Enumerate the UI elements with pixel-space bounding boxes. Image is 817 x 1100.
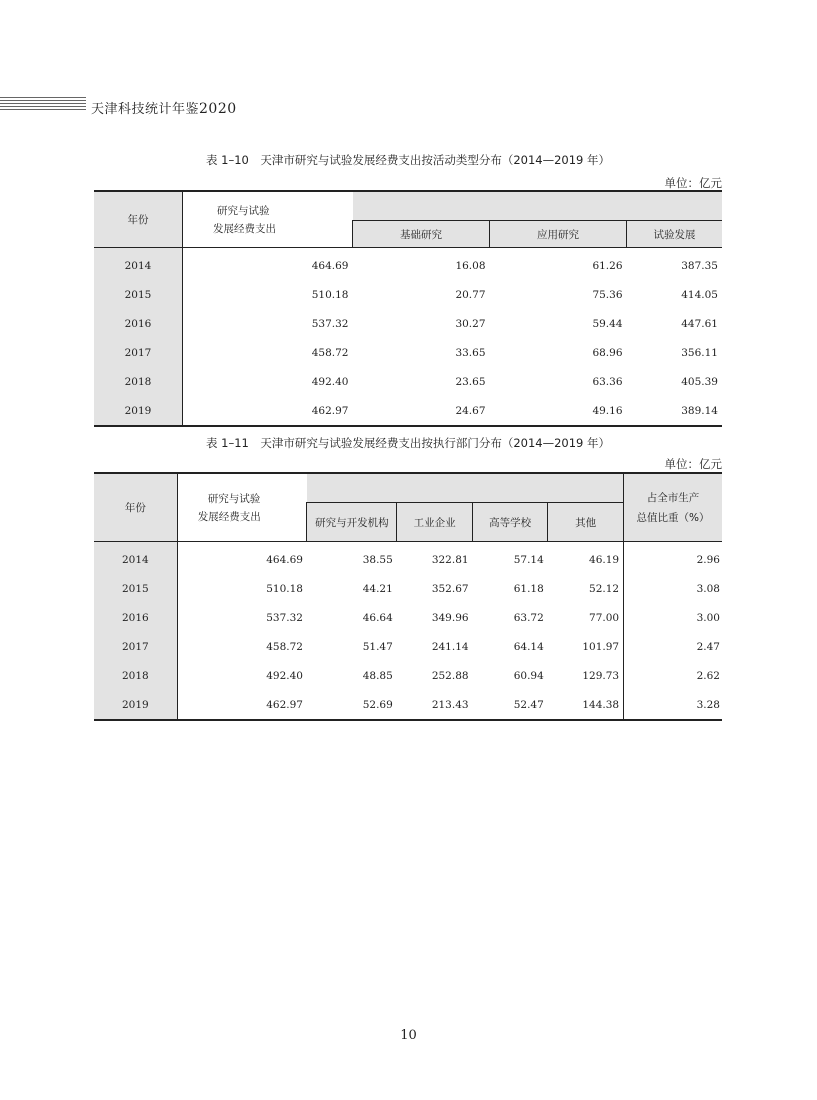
table1: [94, 190, 722, 427]
industry-cell: 322.81: [431, 553, 469, 566]
experimental-cell: 447.61: [681, 317, 718, 330]
research-inst-cell: 52.69: [362, 698, 393, 711]
table-row: [94, 632, 722, 661]
year-cell: 2014: [94, 248, 183, 281]
total-cell: 462.97: [311, 404, 349, 417]
year-cell: 2016: [94, 603, 177, 632]
table2-total-header-line1: 研究与试验: [207, 492, 261, 505]
table1-header-spacer: [353, 191, 723, 221]
industry-cell: 252.88: [431, 669, 469, 682]
book-title: 天津科技统计年鉴: [91, 102, 200, 117]
industry-cell: 349.96: [431, 611, 469, 624]
page-number: 10: [400, 1028, 417, 1043]
table1-unit: 单位：亿元: [664, 176, 722, 190]
year-cell: 2014: [94, 542, 177, 575]
universities-cell: 61.18: [513, 582, 544, 595]
total-cell: 510.18: [311, 288, 349, 301]
universities-cell: 63.72: [513, 611, 544, 624]
experimental-cell: 356.11: [681, 346, 718, 359]
table1-total-header-line2: 发展经费支出: [213, 222, 276, 235]
share-cell: 2.47: [624, 632, 722, 661]
table1-applied-header: 应用研究: [490, 221, 627, 248]
experimental-cell: 387.35: [681, 259, 718, 272]
table-row: [94, 396, 722, 426]
applied-cell: 61.26: [592, 259, 623, 272]
total-cell: 492.40: [311, 375, 349, 388]
table-row: [94, 338, 722, 367]
basic-cell: 20.77: [455, 288, 486, 301]
year-cell: 2019: [94, 690, 177, 720]
other-cell: 52.12: [589, 582, 620, 595]
experimental-cell: 405.39: [681, 375, 718, 388]
total-cell: 458.72: [266, 640, 303, 653]
basic-cell: 30.27: [455, 317, 486, 330]
table1-basic-header: 基础研究: [353, 221, 490, 248]
share-cell: 2.96: [624, 542, 722, 575]
research-inst-cell: 48.85: [362, 669, 393, 682]
table1-total-header: [183, 191, 353, 248]
table-row: [94, 367, 722, 396]
year-cell: 2016: [94, 309, 183, 338]
total-cell: 537.32: [311, 317, 349, 330]
total-cell: 464.69: [266, 553, 303, 566]
table2-share-header-line1: 占全市生产: [646, 491, 700, 504]
table-row: [94, 280, 722, 309]
research-inst-cell: 51.47: [362, 640, 393, 653]
other-cell: 101.97: [582, 640, 620, 653]
applied-cell: 49.16: [592, 404, 623, 417]
basic-cell: 16.08: [455, 259, 486, 272]
table-row: [94, 248, 722, 281]
applied-cell: 59.44: [592, 317, 623, 330]
year-cell: 2015: [94, 280, 183, 309]
other-cell: 77.00: [589, 611, 620, 624]
table-row: [94, 309, 722, 338]
total-cell: 510.18: [266, 582, 303, 595]
table2-industry-header: 工业企业: [397, 503, 473, 542]
table2-other-header: 其他: [548, 503, 624, 542]
year-cell: 2018: [94, 367, 183, 396]
table2-universities-header: 高等学校: [473, 503, 548, 542]
table1-experimental-header: 试验发展: [627, 221, 723, 248]
basic-cell: 33.65: [455, 346, 486, 359]
table-row: [94, 542, 722, 575]
table2: [94, 472, 722, 721]
book-year: 2020: [199, 101, 237, 117]
other-cell: 129.73: [582, 669, 620, 682]
table-row: [94, 603, 722, 632]
other-cell: 144.38: [582, 698, 620, 711]
table1-year-header: 年份: [94, 191, 183, 248]
experimental-cell: 389.14: [681, 404, 718, 417]
total-cell: 464.69: [311, 259, 349, 272]
universities-cell: 64.14: [513, 640, 544, 653]
share-cell: 3.08: [624, 574, 722, 603]
table2-unit: 单位：亿元: [664, 457, 722, 471]
experimental-cell: 414.05: [681, 288, 718, 301]
industry-cell: 352.67: [431, 582, 469, 595]
total-cell: 462.97: [266, 698, 303, 711]
universities-cell: 57.14: [513, 553, 544, 566]
table2-share-header-line2: 总值比重（%）: [636, 511, 710, 524]
industry-cell: 241.14: [431, 640, 469, 653]
total-cell: 537.32: [266, 611, 303, 624]
basic-cell: 24.67: [455, 404, 486, 417]
year-cell: 2017: [94, 632, 177, 661]
year-cell: 2015: [94, 574, 177, 603]
basic-cell: 23.65: [455, 375, 486, 388]
other-cell: 46.19: [589, 553, 620, 566]
year-cell: 2018: [94, 661, 177, 690]
table2-research-inst-header: 研究与开发机构: [307, 503, 397, 542]
total-cell: 458.72: [311, 346, 349, 359]
research-inst-cell: 44.21: [362, 582, 393, 595]
table-row: [94, 661, 722, 690]
table-row: [94, 690, 722, 720]
table-row: [94, 574, 722, 603]
total-cell: 492.40: [266, 669, 303, 682]
table2-share-header: [624, 473, 722, 542]
research-inst-cell: 38.55: [362, 553, 393, 566]
research-inst-cell: 46.64: [362, 611, 393, 624]
header-rule-lines: [0, 97, 86, 112]
table2-year-header: 年份: [94, 473, 177, 542]
table2-caption: 表 1–11 天津市研究与试验发展经费支出按执行部门分布（2014—2019 年）: [205, 436, 611, 450]
table2-header-spacer: [307, 473, 624, 503]
share-cell: 2.62: [624, 661, 722, 690]
table2-total-header: [177, 473, 307, 542]
applied-cell: 63.36: [592, 375, 623, 388]
share-cell: 3.00: [624, 603, 722, 632]
year-cell: 2019: [94, 396, 183, 426]
year-cell: 2017: [94, 338, 183, 367]
applied-cell: 68.96: [592, 346, 623, 359]
share-cell: 3.28: [624, 690, 722, 720]
universities-cell: 52.47: [513, 698, 544, 711]
running-header: [91, 98, 237, 117]
universities-cell: 60.94: [513, 669, 544, 682]
table1-total-header-line1: 研究与试验: [217, 204, 270, 217]
table2-total-header-line2: 发展经费支出: [197, 510, 261, 523]
applied-cell: 75.36: [592, 288, 623, 301]
table1-caption: 表 1–10 天津市研究与试验发展经费支出按活动类型分布（2014—2019 年）: [205, 153, 611, 167]
industry-cell: 213.43: [431, 698, 469, 711]
